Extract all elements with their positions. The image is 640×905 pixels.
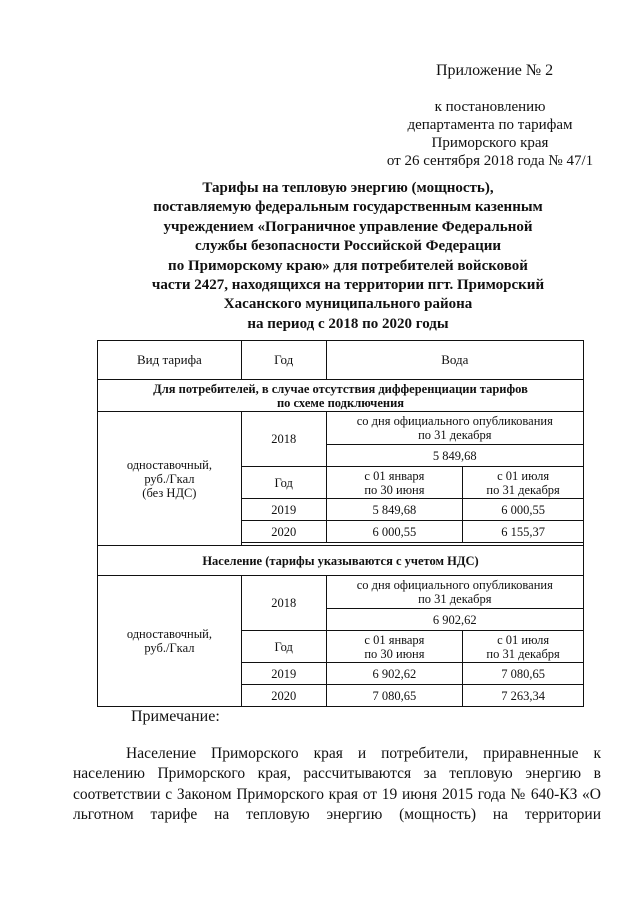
value-cell: 6 000,55 [326, 521, 463, 543]
value-cell: 7 263,34 [463, 685, 584, 707]
year-cell: 2018 [241, 576, 326, 631]
title-line: службы безопасности Российской Федерации [194, 238, 502, 255]
reference-line: департамента по тарифам [407, 117, 573, 133]
period-first-half-cell: с 01 января по 30 июня [326, 467, 463, 499]
official-period-cell: со дня официального опубликования по 31 декабря [326, 576, 583, 609]
table-row [98, 412, 584, 445]
document-title [100, 179, 596, 334]
year-cell: 2019 [241, 499, 326, 521]
year-cell: 2020 [241, 685, 326, 707]
title-line: поставляемую федеральным государственным казенным [153, 199, 543, 216]
year-label-cell: Год [241, 631, 326, 663]
note-label: Примечание: [131, 708, 220, 725]
tariff-type-cell: одноставочный, руб./Гкал [98, 576, 242, 707]
note-line: Население Приморского края и потребители, приравненные к [126, 745, 601, 762]
title-line: по Приморскому краю» для потребителей войсковой [168, 257, 528, 274]
period-second-half-cell: с 01 июля по 31 декабря [463, 467, 584, 499]
tariff-table [97, 340, 584, 707]
title-line: части 2427, находящихся на территории пгт. Приморский [151, 277, 545, 294]
title-line: учреждением «Пограничное управление Федеральной [163, 218, 533, 235]
header-tariff-type: Вид тарифа [98, 341, 242, 380]
title-line: на период с 2018 по 2020 годы [247, 315, 449, 332]
value-cell: 5 849,68 [326, 499, 463, 521]
value-cell: 7 080,65 [326, 685, 463, 707]
annex-number: Приложение № 2 [436, 62, 554, 79]
value-cell: 6 902,62 [326, 663, 463, 685]
official-period-cell: со дня официального опубликования по 31 декабря [326, 412, 583, 445]
reference-line: Приморского края [431, 135, 549, 151]
reference-line: от 26 сентября 2018 года № 47/1 [386, 153, 594, 169]
section-title-row [98, 380, 584, 412]
note-line: населению Приморского края, рассчитываются за тепловую энергию в [73, 765, 601, 783]
note-paragraph [73, 744, 601, 825]
year-cell: 2020 [241, 521, 326, 543]
note-line: льготном тарифе на тепловую энергию (мощность) на территории [73, 805, 601, 823]
header-year: Год [241, 341, 326, 380]
value-cell: 5 849,68 [326, 445, 583, 467]
tariff-type-cell: одноставочный, руб./Гкал (без НДС) [98, 412, 242, 546]
period-second-half-cell: с 01 июля по 31 декабря [463, 631, 584, 663]
reference-line: к постановлению [434, 99, 546, 115]
value-cell: 7 080,65 [463, 663, 584, 685]
table-row [98, 576, 584, 609]
title-line: Хасанского муниципального района [223, 296, 473, 313]
value-cell: 6 000,55 [463, 499, 584, 521]
title-line: Тарифы на тепловую энергию (мощность), [202, 180, 494, 196]
year-cell: 2019 [241, 663, 326, 685]
resolution-reference [380, 98, 600, 170]
section-title: Население (тарифы указываются с учетом НДС) [98, 546, 584, 576]
value-cell: 6 155,37 [463, 521, 584, 543]
table-header-row [98, 341, 584, 380]
year-cell: 2018 [241, 412, 326, 467]
period-first-half-cell: с 01 января по 30 июня [326, 631, 463, 663]
header-water: Вода [326, 341, 583, 380]
section-title-row [98, 546, 584, 576]
value-cell: 6 902,62 [326, 609, 583, 631]
note-line: соответствии с Законом Приморского края от 19 июня 2015 года № 640-КЗ «О [73, 785, 601, 803]
section-title: Для потребителей, в случае отсутствия дифференциации тарифов по схеме подключения [98, 380, 584, 412]
year-label-cell: Год [241, 467, 326, 499]
